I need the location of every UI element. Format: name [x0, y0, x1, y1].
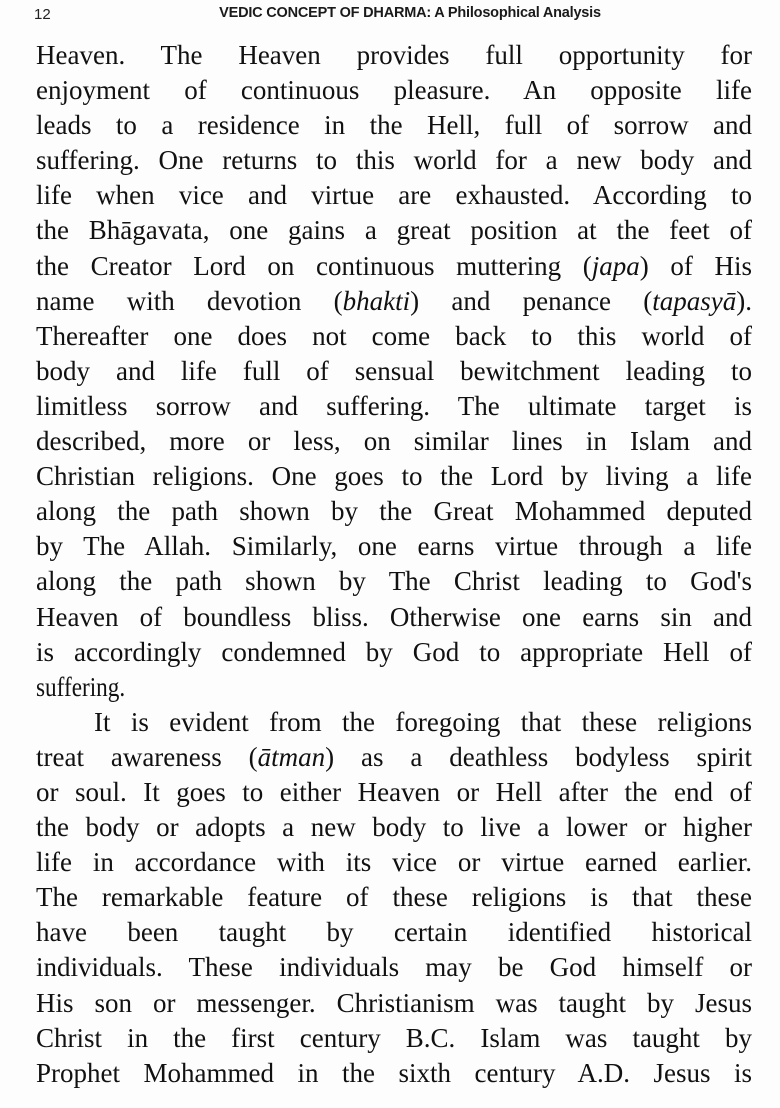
text-line: leads to a residence in the Hell, full of sorrow and	[36, 110, 752, 141]
text-line: Heaven of boundless bliss. Otherwise one earns sin and	[36, 601, 752, 632]
text-line: the Bhāgavata, one gains a great position at the feet of	[36, 215, 752, 246]
text-line: the body or adopts a new body to live a lower or higher	[36, 812, 752, 843]
text-line	[36, 284, 752, 319]
italic-term: japa	[591, 250, 640, 281]
text-line: along the path shown by The Christ leading to God's	[36, 566, 752, 597]
text-run: ) and penance (	[410, 285, 653, 316]
italic-term: ātman	[257, 741, 326, 772]
text-line: Prophet Mohammed in the sixth century A.D. Jesus is	[36, 1057, 752, 1088]
text-line: along the path shown by the Great Mohammed deputed	[36, 496, 752, 527]
text-line: suffering.	[36, 671, 126, 702]
text-line: His son or messenger. Christianism was taught by Jesus	[36, 987, 752, 1018]
text-line: Christian religions. One goes to the Lord by living a life	[36, 461, 752, 492]
page-number: 12	[34, 6, 51, 23]
body-text	[36, 38, 752, 1091]
text-line: life when vice and virtue are exhausted. According to	[36, 180, 752, 211]
text-line: have been taught by certain identified historical	[36, 917, 752, 948]
text-line: Christ in the first century B.C. Islam was taught by	[36, 1022, 752, 1053]
text-line: The remarkable feature of these religions is that these	[36, 882, 752, 913]
text-line: Heaven. The Heaven provides full opportunity for	[36, 40, 752, 70]
text-run: ) as a deathless bodyless spirit	[325, 741, 752, 772]
text-line: is accordingly condemned by God to appropriate Hell of	[36, 636, 752, 667]
text-run: treat awareness (	[36, 741, 258, 772]
text-run: ).	[736, 285, 753, 316]
italic-term: tapasyā	[652, 285, 737, 316]
text-run: ) of His	[639, 250, 752, 281]
text-line: body and life full of sensual bewitchment leading to	[36, 355, 752, 386]
text-line	[36, 740, 752, 775]
text-line: individuals. These individuals may be God himself or	[36, 952, 752, 983]
paragraph-first-line: It is evident from the foregoing that these religions	[94, 706, 752, 737]
text-line: life in accordance with its vice or virtue earned earlier.	[36, 847, 752, 878]
text-run: name with devotion (	[36, 285, 343, 316]
text-line: or soul. It goes to either Heaven or Hell after the end of	[36, 776, 752, 807]
text-line: described, more or less, on similar lines in Islam and	[36, 426, 752, 457]
text-line	[36, 249, 752, 284]
text-line: enjoyment of continuous pleasure. An opposite life	[36, 75, 752, 106]
text-line: by The Allah. Similarly, one earns virtue through a life	[36, 531, 752, 562]
text-run: the Creator Lord on continuous muttering (	[36, 250, 592, 281]
page-header	[0, 4, 780, 26]
running-title: VEDIC CONCEPT OF DHARMA: A Philosophical Analysis	[219, 5, 601, 21]
text-line: suffering. One returns to this world for a new body and	[36, 145, 752, 176]
italic-term: bhakti	[342, 285, 411, 316]
text-line: limitless sorrow and suffering. The ultimate target is	[36, 390, 752, 421]
text-line: Thereafter one does not come back to this world of	[36, 320, 752, 351]
